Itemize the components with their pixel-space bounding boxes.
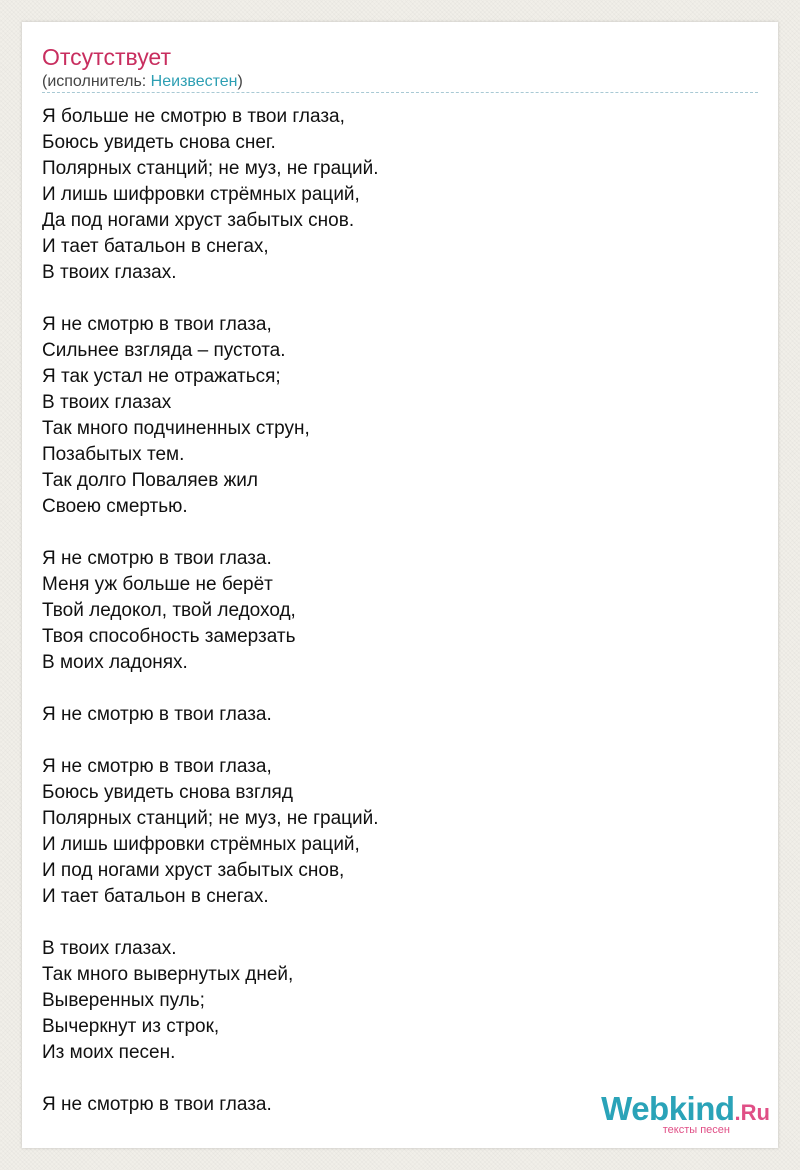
- lyric-line: Я больше не смотрю в твои глаза,: [42, 106, 345, 127]
- stanza-gap: [42, 728, 742, 754]
- artist-suffix: ): [237, 73, 243, 90]
- lyric-line: Так много подчиненных струн,: [42, 418, 310, 439]
- logo-tagline: тексты песен: [662, 1124, 730, 1136]
- lyric-line: Своею смертью.: [42, 496, 188, 517]
- lyric-line: Сильнее взгляда – пустота.: [42, 340, 286, 361]
- lyric-line: Я не смотрю в твои глаза,: [42, 756, 272, 777]
- lyric-line: Твоя способность замерзать: [42, 626, 296, 647]
- site-logo[interactable]: [570, 1092, 770, 1138]
- lyric-line: Твой ледокол, твой ледоход,: [42, 600, 296, 621]
- artist-link[interactable]: Неизвестен: [150, 73, 238, 90]
- lyric-line: И под ногами хруст забытых снов,: [42, 860, 345, 881]
- lyric-line: И тает батальон в снегах.: [42, 886, 269, 907]
- lyric-line: Я так устал не отражаться;: [42, 366, 281, 387]
- lyric-line: Боюсь увидеть снова снег.: [42, 132, 276, 153]
- lyric-line: Так много вывернутых дней,: [42, 964, 294, 985]
- lyric-line: В твоих глазах.: [42, 262, 177, 283]
- lyric-line: В твоих глазах: [42, 392, 172, 413]
- lyric-line: И тает батальон в снегах,: [42, 236, 269, 257]
- lyric-line: Я не смотрю в твои глаза,: [42, 314, 272, 335]
- logo-domain: .Ru: [734, 1100, 770, 1125]
- lyric-line: В моих ладонях.: [42, 652, 188, 673]
- lyric-line: Полярных станций; не муз, не граций.: [42, 158, 379, 179]
- stanza-gap: [42, 520, 742, 546]
- lyric-line: Я не смотрю в твои глаза.: [42, 548, 272, 569]
- lyric-line: Из моих песен.: [42, 1042, 176, 1063]
- song-title: Отсутствует: [42, 44, 171, 70]
- stanza-gap: [42, 1066, 742, 1092]
- lyric-line: И лишь шифровки стрёмных раций,: [42, 184, 360, 205]
- lyric-line: Полярных станций; не муз, не граций.: [42, 808, 379, 829]
- lyrics-card: [22, 22, 778, 1148]
- artist-line: [42, 72, 243, 92]
- stanza-gap: [42, 910, 742, 936]
- lyric-line: Я не смотрю в твои глаза.: [42, 704, 272, 725]
- lyric-line: Вычеркнут из строк,: [42, 1016, 220, 1037]
- lyric-line: Так долго Поваляев жил: [42, 470, 258, 491]
- stanza-gap: [42, 676, 742, 702]
- lyric-line: Выверенных пуль;: [42, 990, 205, 1011]
- lyric-line: Боюсь увидеть снова взгляд: [42, 782, 293, 803]
- logo-name: Webkind: [601, 1090, 735, 1127]
- lyric-line: В твоих глазах.: [42, 938, 177, 959]
- title-divider: [42, 92, 758, 93]
- lyric-line: Я не смотрю в твои глаза.: [42, 1094, 272, 1115]
- lyrics-text: [42, 104, 742, 1118]
- lyric-line: Позабытых тем.: [42, 444, 185, 465]
- artist-prefix: (исполнитель:: [42, 73, 151, 90]
- lyric-line: И лишь шифровки стрёмных раций,: [42, 834, 360, 855]
- lyric-line: Меня уж больше не берёт: [42, 574, 273, 595]
- lyric-line: Да под ногами хруст забытых снов.: [42, 210, 355, 231]
- stanza-gap: [42, 286, 742, 312]
